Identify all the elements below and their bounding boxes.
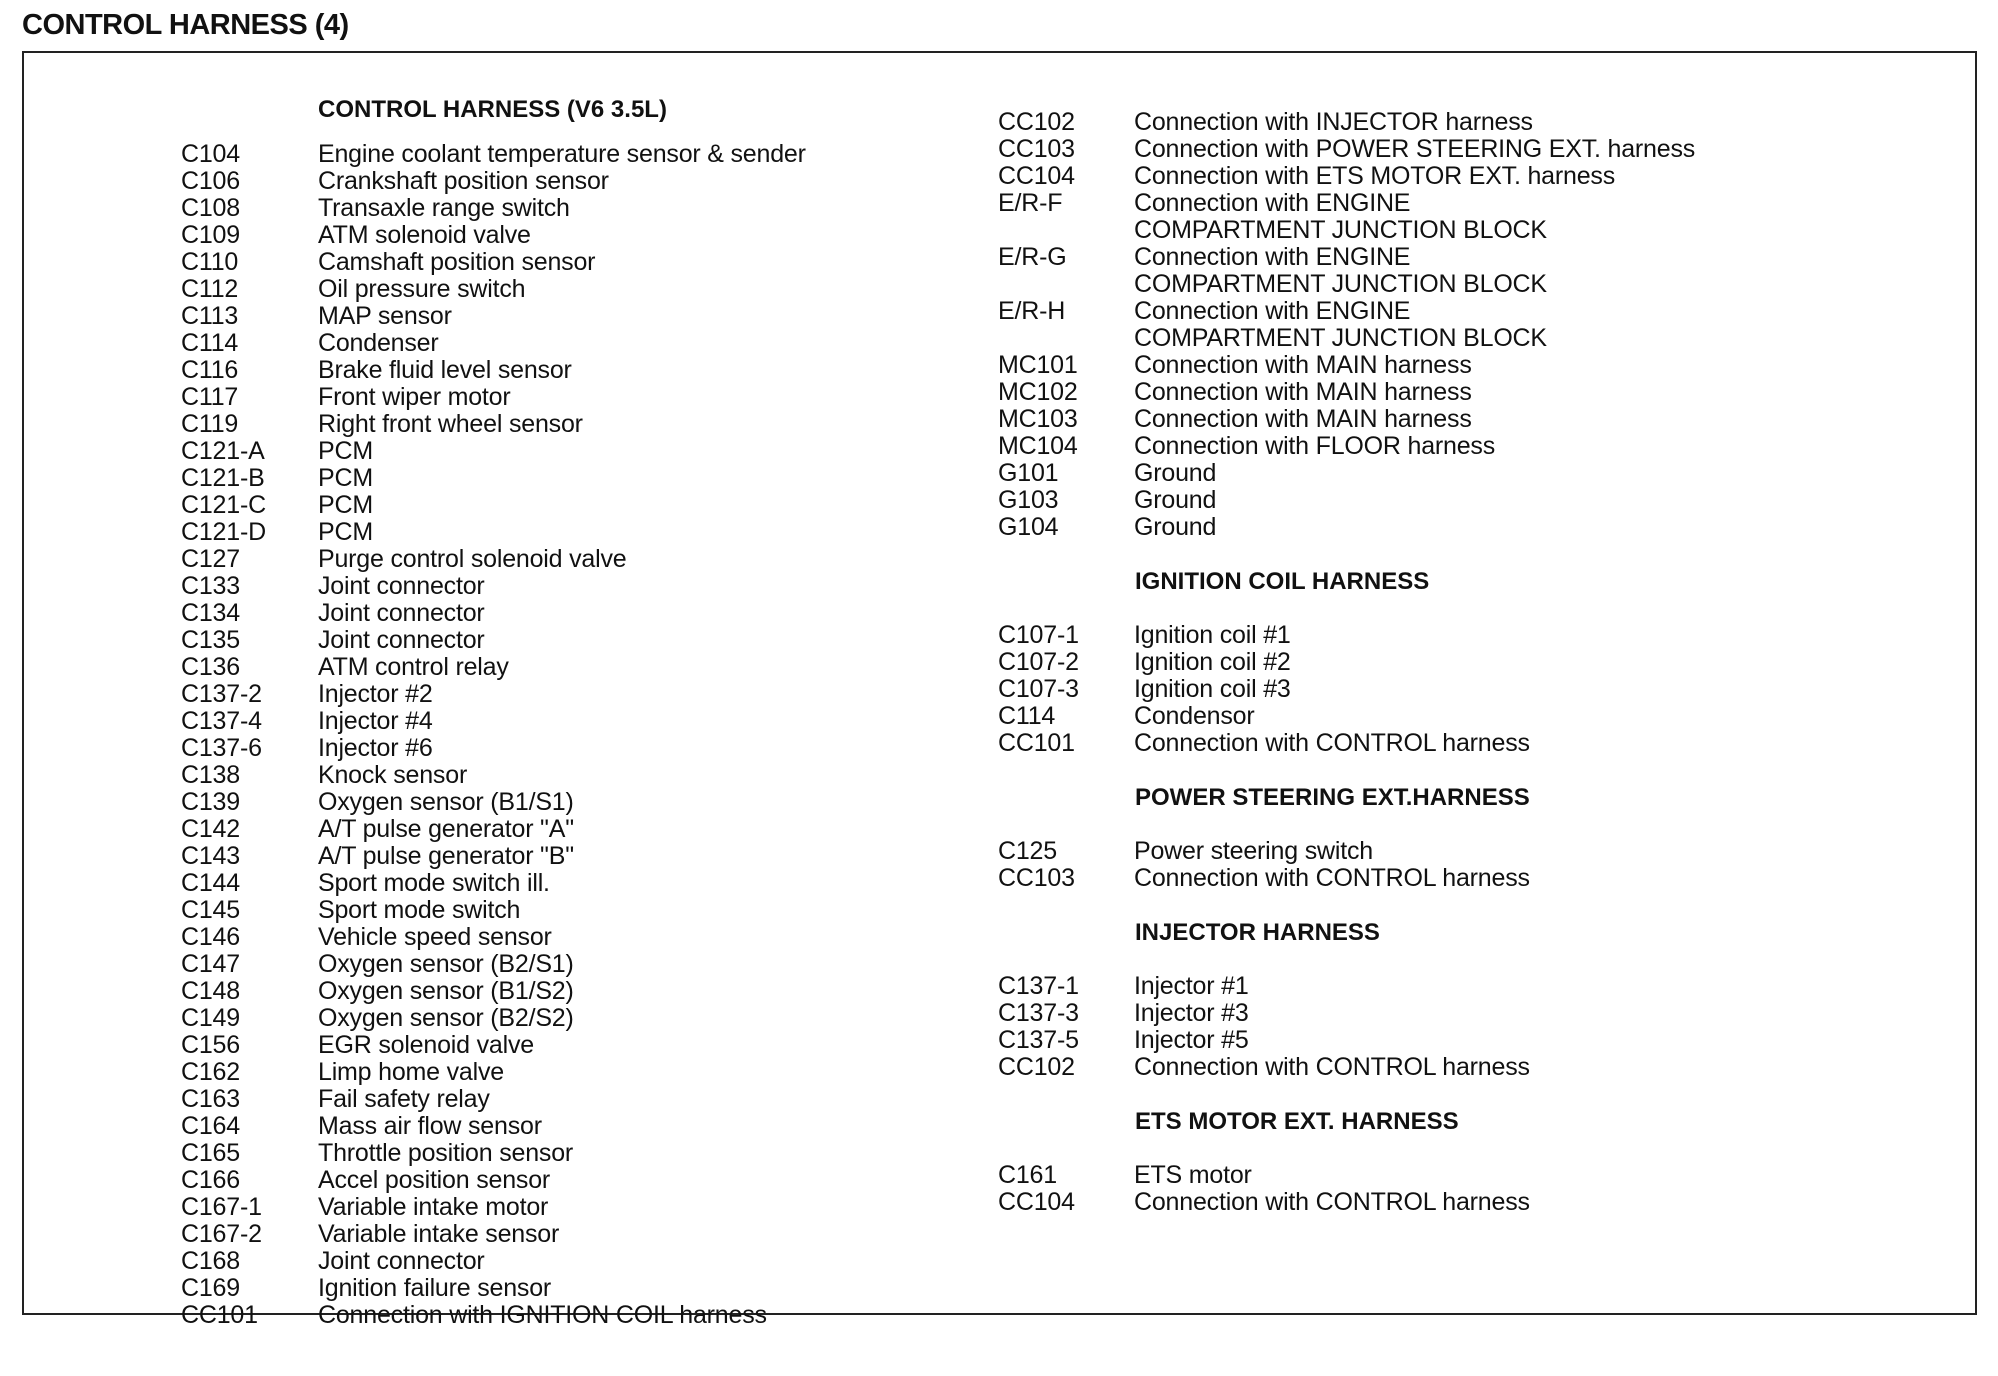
connector-row: [181, 330, 806, 357]
connector-row: [181, 600, 806, 627]
connector-code: C164: [181, 1112, 240, 1140]
spacer: [998, 595, 1695, 622]
connector-description: Crankshaft position sensor: [318, 167, 609, 195]
connector-row: [998, 406, 1695, 433]
connector-description: Joint connector: [318, 1247, 485, 1275]
connector-description: Oxygen sensor (B2/S2): [318, 1004, 574, 1032]
connector-code: C107-3: [998, 675, 1079, 703]
connector-code: C167-1: [181, 1193, 262, 1221]
connector-row: [181, 1086, 806, 1113]
control-harness-column: [181, 96, 806, 1329]
connector-row: [181, 1032, 806, 1059]
connector-row: [181, 1302, 806, 1329]
connector-description: Ground: [1134, 459, 1217, 487]
connector-row: [998, 1027, 1695, 1054]
connector-code: CC101: [998, 729, 1075, 757]
connector-description: Connection with ETS MOTOR EXT. harness: [1134, 162, 1616, 190]
connector-row: [181, 1059, 806, 1086]
connector-description: Connection with ENGINE COMPARTMENT JUNCTION BLOCK: [1134, 189, 1547, 244]
connector-row: [998, 865, 1695, 892]
connector-description: Camshaft position sensor: [318, 248, 596, 276]
connector-description: Ignition coil #3: [1134, 675, 1291, 703]
connector-description: Variable intake sensor: [318, 1220, 560, 1248]
connector-description: Variable intake motor: [318, 1193, 549, 1221]
connector-code: C168: [181, 1247, 240, 1275]
connector-description: Ignition failure sensor: [318, 1274, 552, 1302]
connector-row: [998, 109, 1695, 136]
connector-description: Limp home valve: [318, 1058, 504, 1086]
connector-code: C161: [998, 1161, 1057, 1189]
connector-code: C137-4: [181, 707, 262, 735]
connector-description: Condenser: [318, 329, 439, 357]
connector-code: C146: [181, 923, 240, 951]
connector-description: PCM: [318, 518, 373, 546]
harness-section: [998, 1081, 1695, 1216]
connector-row: [181, 384, 806, 411]
connector-row: [181, 222, 806, 249]
connector-description: Ground: [1134, 486, 1217, 514]
connector-code: C139: [181, 788, 240, 816]
connector-code: CC102: [998, 1053, 1075, 1081]
connector-row: [181, 141, 806, 168]
spacer: [998, 1081, 1695, 1108]
connector-list: [181, 141, 806, 1329]
connector-code: CC104: [998, 162, 1075, 190]
connector-description: Injector #3: [1134, 999, 1249, 1027]
connector-code: C121-B: [181, 464, 265, 492]
connector-code: C137-3: [998, 999, 1079, 1027]
connector-code: CC101: [181, 1301, 258, 1329]
connector-row: [181, 1167, 806, 1194]
connector-code: C121-D: [181, 518, 266, 546]
connector-row: [998, 190, 1695, 244]
connector-code: C163: [181, 1085, 240, 1113]
section-title: POWER STEERING EXT.HARNESS: [1135, 784, 1530, 811]
sub-harness-column: [998, 109, 1695, 1216]
connector-row: [998, 460, 1695, 487]
connector-row: [181, 249, 806, 276]
connector-row: [181, 168, 806, 195]
connector-code: CC103: [998, 135, 1075, 163]
connector-row: [181, 924, 806, 951]
connector-code: E/R-G: [998, 243, 1067, 271]
connector-row: [181, 1005, 806, 1032]
spacer: [998, 811, 1695, 838]
connector-code: C134: [181, 599, 240, 627]
connector-row: [181, 1140, 806, 1167]
connector-code: C127: [181, 545, 240, 573]
connector-code: C116: [181, 356, 239, 384]
connector-row: [181, 681, 806, 708]
connector-code: C145: [181, 896, 240, 924]
connector-description: Joint connector: [318, 599, 485, 627]
connector-description: Condensor: [1134, 702, 1255, 730]
connector-code: C138: [181, 761, 240, 789]
connector-row: [998, 1162, 1695, 1189]
connector-description: Connection with CONTROL harness: [1134, 729, 1530, 757]
connector-row: [998, 973, 1695, 1000]
connector-row: [998, 838, 1695, 865]
section-title: IGNITION COIL HARNESS: [1135, 568, 1430, 595]
connector-description: ATM solenoid valve: [318, 221, 531, 249]
connector-description: Connection with INJECTOR harness: [1134, 108, 1533, 136]
connector-code: C144: [181, 869, 240, 897]
harness-section: [998, 541, 1695, 757]
connector-description: A/T pulse generator "B": [318, 842, 574, 870]
connector-description: Connection with MAIN harness: [1134, 378, 1472, 406]
connector-code: MC104: [998, 432, 1078, 460]
connector-code: CC104: [998, 1188, 1075, 1216]
connector-code: C136: [181, 653, 240, 681]
connector-description: Ground: [1134, 513, 1217, 541]
connector-code: C110: [181, 248, 239, 276]
connector-code: C149: [181, 1004, 240, 1032]
connector-description: MAP sensor: [318, 302, 452, 330]
connector-description: A/T pulse generator "A": [318, 815, 574, 843]
connector-code: G104: [998, 513, 1059, 541]
connector-code: C125: [998, 837, 1057, 865]
connector-description: Oxygen sensor (B1/S2): [318, 977, 574, 1005]
connector-code: G101: [998, 459, 1059, 487]
connector-description: Injector #6: [318, 734, 433, 762]
connector-row: [181, 870, 806, 897]
connector-row: [181, 708, 806, 735]
connector-row: [181, 546, 806, 573]
connector-description: Oil pressure switch: [318, 275, 526, 303]
connector-description: Connection with ENGINE COMPARTMENT JUNCTION BLOCK: [1134, 243, 1547, 298]
connector-code: C104: [181, 140, 240, 168]
connector-row: [998, 703, 1695, 730]
connector-row: [181, 303, 806, 330]
connector-row: [998, 244, 1695, 298]
connector-row: [181, 465, 806, 492]
connector-row: [181, 1221, 806, 1248]
connector-code: C112: [181, 275, 239, 303]
connector-code: C106: [181, 167, 240, 195]
connector-row: [998, 649, 1695, 676]
page-title: CONTROL HARNESS (4): [22, 9, 349, 41]
spacer: [998, 757, 1695, 784]
connector-description: Connection with IGNITION COIL harness: [318, 1301, 767, 1329]
connector-code: C137-2: [181, 680, 262, 708]
connector-row: [181, 492, 806, 519]
connector-row: [181, 357, 806, 384]
connector-row: [998, 622, 1695, 649]
connector-row: [998, 433, 1695, 460]
spacer: [998, 1135, 1695, 1162]
connector-row: [181, 1194, 806, 1221]
connector-row: [181, 735, 806, 762]
connector-code: C133: [181, 572, 240, 600]
connector-description: PCM: [318, 464, 373, 492]
connector-description: Knock sensor: [318, 761, 468, 789]
connector-row: [998, 487, 1695, 514]
connector-code: C119: [181, 410, 239, 438]
connector-code: E/R-H: [998, 297, 1066, 325]
connector-row: [181, 897, 806, 924]
connector-row: [998, 163, 1695, 190]
harness-section: [998, 109, 1695, 541]
connector-row: [181, 789, 806, 816]
connector-row: [181, 951, 806, 978]
harness-section: [998, 757, 1695, 892]
connector-description: PCM: [318, 491, 373, 519]
connector-code: C117: [181, 383, 239, 411]
connector-code: C109: [181, 221, 240, 249]
connector-description: Injector #1: [1134, 972, 1249, 1000]
connector-description: Connection with POWER STEERING EXT. harness: [1134, 135, 1696, 163]
connector-description: Ignition coil #1: [1134, 621, 1291, 649]
connector-description: Injector #4: [318, 707, 433, 735]
connector-row: [181, 843, 806, 870]
connector-row: [181, 411, 806, 438]
connector-description: Ignition coil #2: [1134, 648, 1291, 676]
connector-code: CC103: [998, 864, 1075, 892]
connector-description: Accel position sensor: [318, 1166, 551, 1194]
connector-description: Vehicle speed sensor: [318, 923, 552, 951]
connector-row: [998, 1189, 1695, 1216]
connector-row: [181, 1275, 806, 1302]
connector-code: MC102: [998, 378, 1078, 406]
connector-description: Fail safety relay: [318, 1085, 490, 1113]
connector-row: [998, 1054, 1695, 1081]
connector-row: [998, 730, 1695, 757]
connector-code: C147: [181, 950, 240, 978]
spacer: [998, 892, 1695, 919]
connector-row: [998, 136, 1695, 163]
connector-code: E/R-F: [998, 189, 1063, 217]
connector-description: Power steering switch: [1134, 837, 1373, 865]
connector-row: [181, 627, 806, 654]
connector-code: C142: [181, 815, 240, 843]
connector-row: [181, 573, 806, 600]
section-title: INJECTOR HARNESS: [1135, 919, 1380, 946]
connector-description: Connection with CONTROL harness: [1134, 1053, 1530, 1081]
connector-code: C107-1: [998, 621, 1079, 649]
connector-code: C148: [181, 977, 240, 1005]
connector-description: Connection with MAIN harness: [1134, 405, 1472, 433]
connector-description: Oxygen sensor (B1/S1): [318, 788, 574, 816]
connector-description: Purge control solenoid valve: [318, 545, 627, 573]
spacer: [998, 946, 1695, 973]
connector-row: [998, 514, 1695, 541]
connector-description: Mass air flow sensor: [318, 1112, 542, 1140]
connector-description: ATM control relay: [318, 653, 509, 681]
connector-code: C114: [998, 702, 1056, 730]
connector-code: C121-A: [181, 437, 265, 465]
connector-code: CC102: [998, 108, 1075, 136]
connector-row: [181, 762, 806, 789]
connector-row: [181, 654, 806, 681]
connector-code: C165: [181, 1139, 240, 1167]
connector-description: Connection with FLOOR harness: [1134, 432, 1496, 460]
connector-description: Transaxle range switch: [318, 194, 570, 222]
connector-code: C137-6: [181, 734, 262, 762]
connector-row: [181, 276, 806, 303]
connector-description: Brake fluid level sensor: [318, 356, 572, 384]
connector-row: [998, 1000, 1695, 1027]
connector-code: C137-1: [998, 972, 1079, 1000]
connector-code: C143: [181, 842, 240, 870]
connector-description: Connection with CONTROL harness: [1134, 1188, 1530, 1216]
connector-description: ETS motor: [1134, 1161, 1252, 1189]
connector-code: C137-5: [998, 1026, 1079, 1054]
connector-row: [998, 676, 1695, 703]
connector-description: Sport mode switch: [318, 896, 521, 924]
connector-code: C113: [181, 302, 239, 330]
connector-code: MC101: [998, 351, 1078, 379]
connector-description: Joint connector: [318, 626, 485, 654]
connector-description: Injector #2: [318, 680, 433, 708]
connector-code: C169: [181, 1274, 240, 1302]
connector-row: [998, 352, 1695, 379]
connector-description: Connection with MAIN harness: [1134, 351, 1472, 379]
connector-code: C166: [181, 1166, 240, 1194]
connector-code: C162: [181, 1058, 240, 1086]
connector-description: Sport mode switch ill.: [318, 869, 550, 897]
section-title: ETS MOTOR EXT. HARNESS: [1135, 1108, 1459, 1135]
connector-description: EGR solenoid valve: [318, 1031, 534, 1059]
spacer: [998, 541, 1695, 568]
connector-description: Connection with ENGINE COMPARTMENT JUNCTION BLOCK: [1134, 297, 1547, 352]
connector-code: C114: [181, 329, 239, 357]
connector-row: [181, 1113, 806, 1140]
connector-code: C108: [181, 194, 240, 222]
connector-description: Joint connector: [318, 572, 485, 600]
connector-code: G103: [998, 486, 1059, 514]
connector-description: Injector #5: [1134, 1026, 1249, 1054]
connector-code: MC103: [998, 405, 1078, 433]
connector-row: [181, 816, 806, 843]
connector-row: [181, 519, 806, 546]
connector-description: Engine coolant temperature sensor & sender: [318, 140, 806, 168]
connector-row: [181, 438, 806, 465]
connector-description: Front wiper motor: [318, 383, 511, 411]
connector-row: [998, 379, 1695, 406]
connector-description: PCM: [318, 437, 373, 465]
connector-code: C156: [181, 1031, 240, 1059]
connector-description: Throttle position sensor: [318, 1139, 574, 1167]
connector-code: C107-2: [998, 648, 1079, 676]
connector-row: [181, 1248, 806, 1275]
connector-row: [181, 195, 806, 222]
connector-code: C121-C: [181, 491, 266, 519]
connector-description: Right front wheel sensor: [318, 410, 583, 438]
connector-row: [998, 298, 1695, 352]
connector-code: C167-2: [181, 1220, 262, 1248]
harness-section: [998, 892, 1695, 1081]
connector-description: Connection with CONTROL harness: [1134, 864, 1530, 892]
connector-description: Oxygen sensor (B2/S1): [318, 950, 574, 978]
connector-code: C135: [181, 626, 240, 654]
connector-row: [181, 978, 806, 1005]
section-title: CONTROL HARNESS (V6 3.5L): [318, 96, 667, 123]
